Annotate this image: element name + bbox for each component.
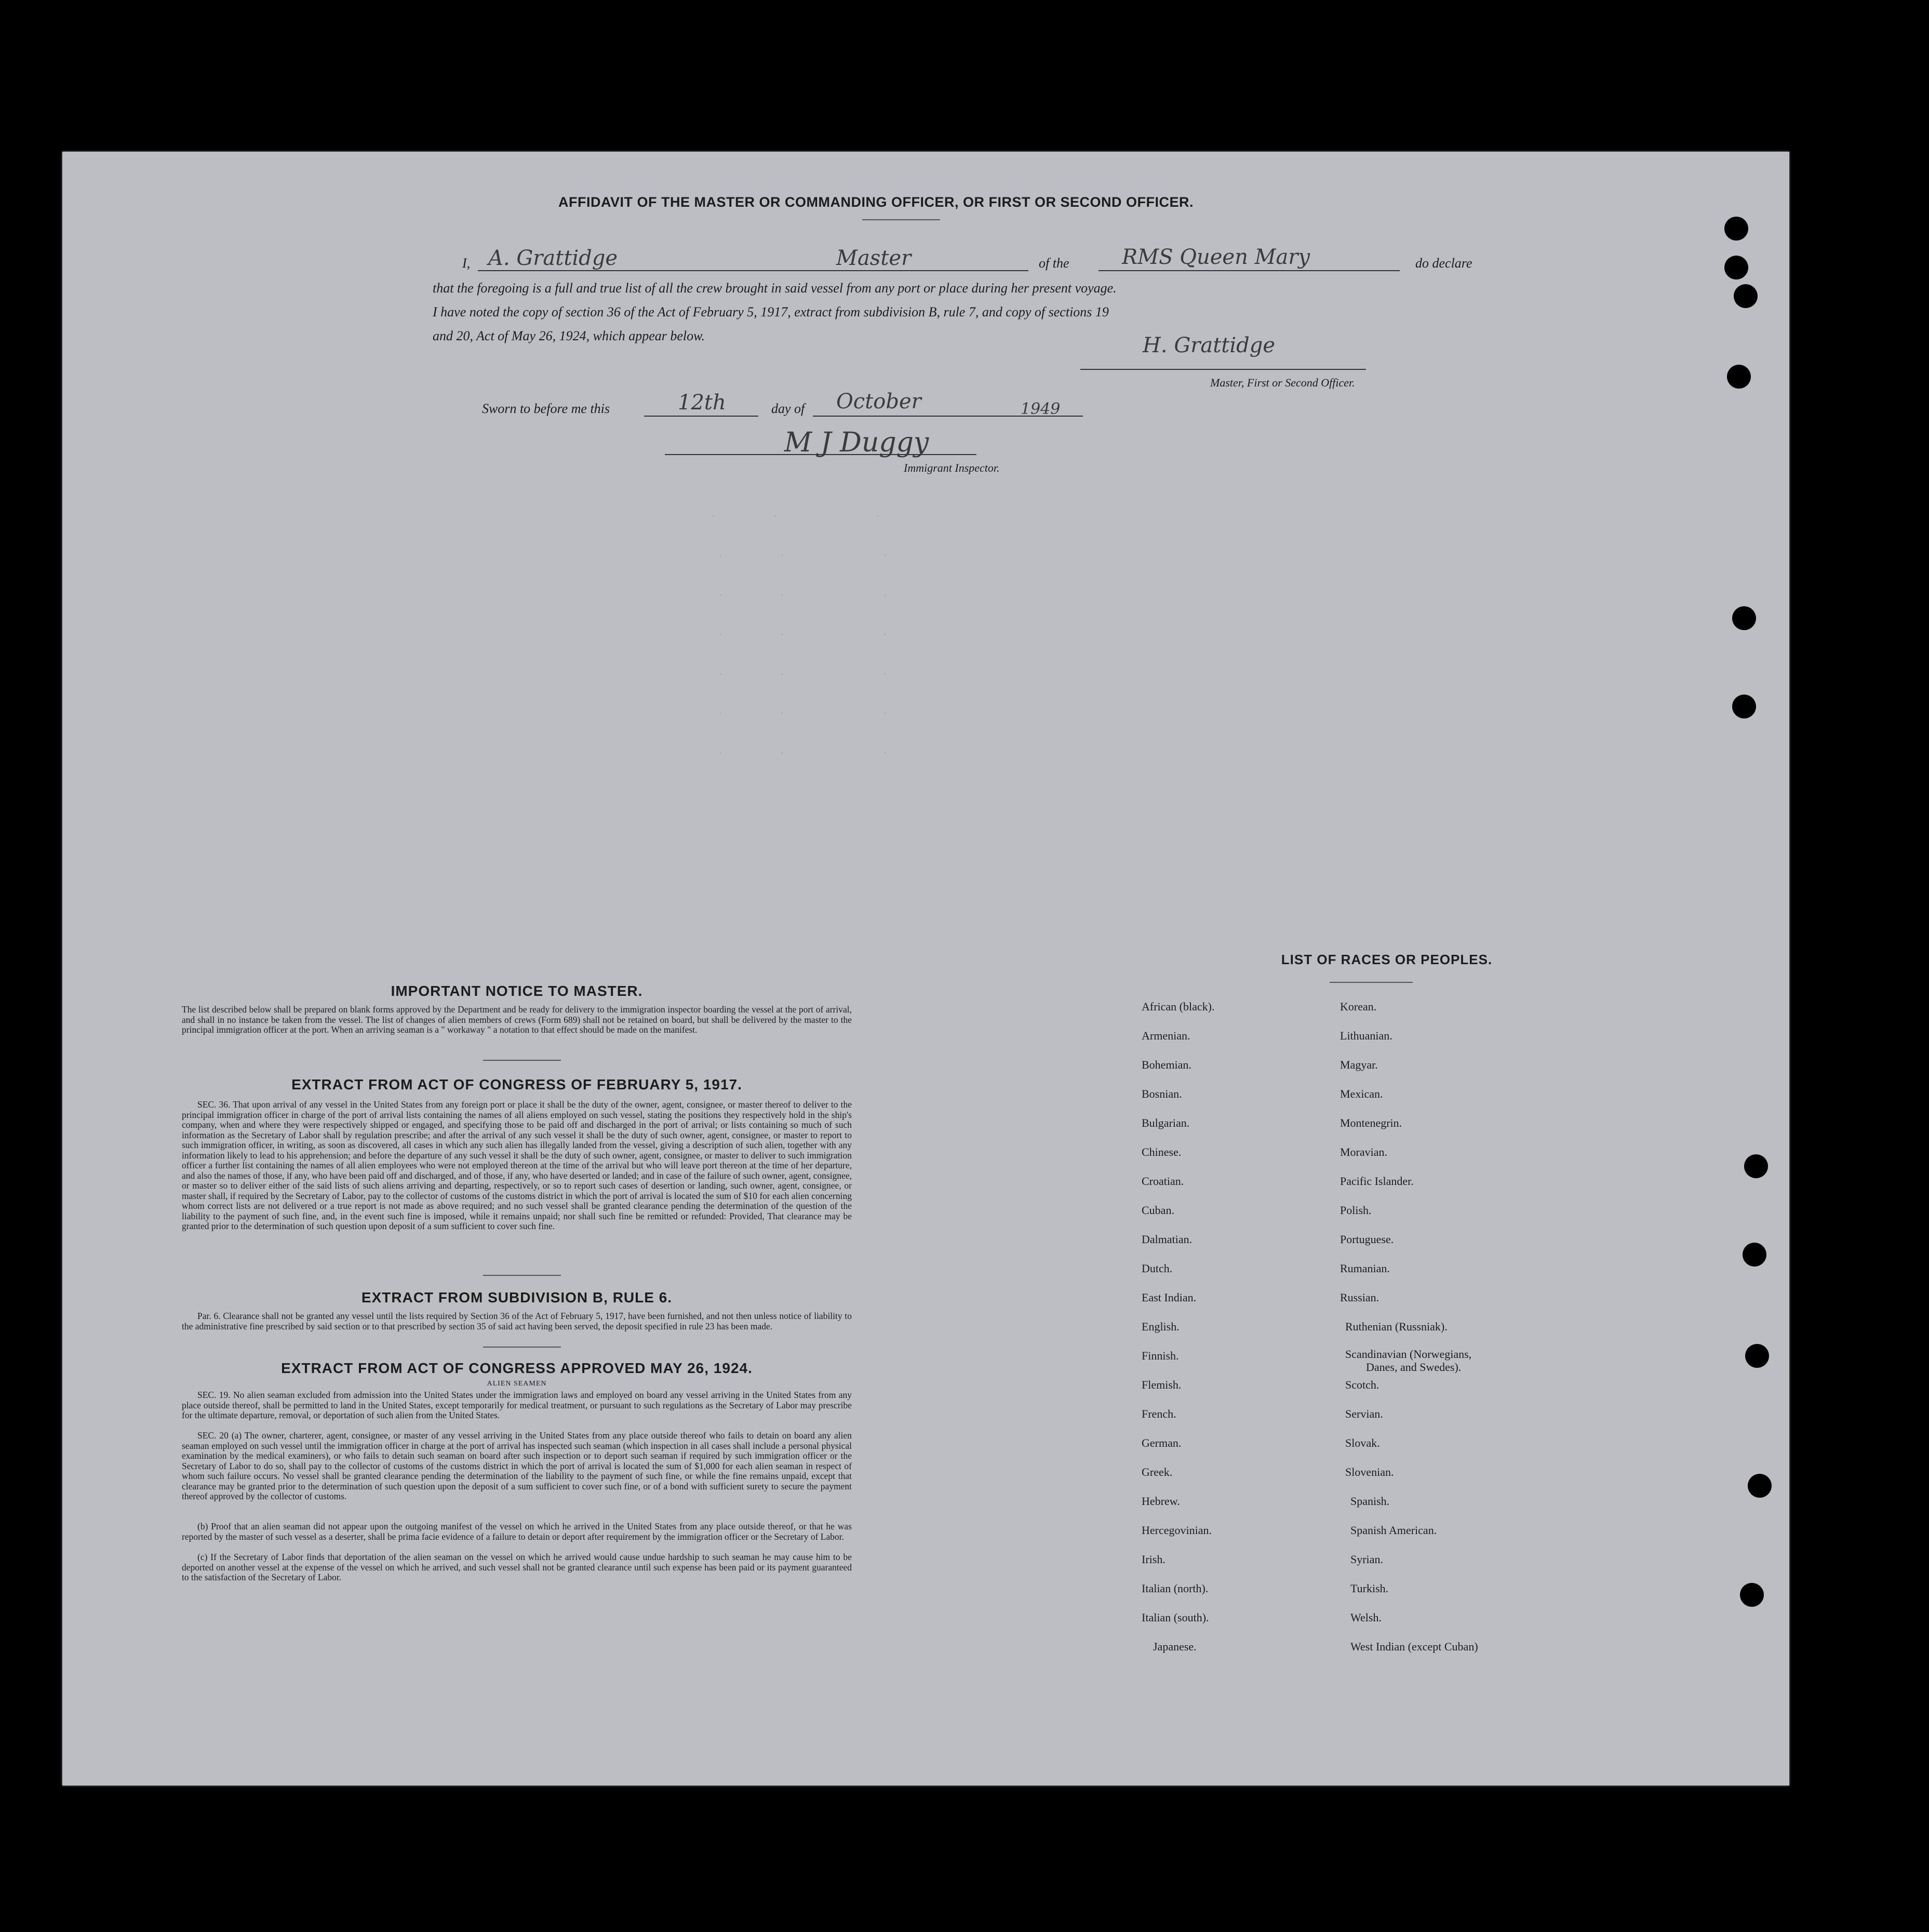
race-item: Hebrew. (1142, 1495, 1180, 1508)
extract-1917-title: EXTRACT FROM ACT OF CONGRESS OF FEBRUARY 5, 1917. (291, 1076, 742, 1092)
punch-hole (1748, 1474, 1772, 1498)
notice-separator (483, 1060, 561, 1061)
race-item: Scandinavian (Norwegians, (1345, 1348, 1472, 1361)
race-item: Pacific Islander. (1340, 1175, 1414, 1188)
races-separator (1330, 982, 1413, 983)
punch-hole (1732, 606, 1756, 630)
punch-hole (1727, 365, 1751, 389)
signature-caption: Master, First or Second Officer. (1210, 376, 1355, 389)
race-item: English. (1142, 1320, 1180, 1333)
do-declare-label: do declare (1415, 256, 1472, 271)
race-item: Servian. (1345, 1407, 1383, 1420)
extract-1924-title: EXTRACT FROM ACT OF CONGRESS APPROVED MAY 26, 1924. (281, 1360, 753, 1376)
affidavit-I: I, (462, 256, 471, 271)
punch-hole (1724, 256, 1748, 279)
race-item: Slovenian. (1345, 1465, 1394, 1478)
punch-hole (1744, 1154, 1768, 1178)
race-item: Korean. (1340, 1000, 1377, 1013)
race-item: Irish. (1142, 1553, 1166, 1566)
race-item: Bohemian. (1142, 1058, 1191, 1071)
race-item: Bosnian. (1142, 1087, 1182, 1100)
race-item: African (black). (1142, 1000, 1215, 1013)
subdivision-b-text: Par. 6. Clearance shall not be granted any vessel until the lists required by Section 36 of the Act of February 5, 1917, have been furnished, and not then unless notice of liability to the administrative fine prescribed by said section or to that prescribed by section 35 of said act having been served, the deposit specified in rule 23 has been made. (182, 1311, 852, 1331)
inspector-signature: M J Duggy (784, 427, 929, 458)
race-item: Lithuanian. (1340, 1029, 1392, 1042)
punch-hole (1740, 1583, 1764, 1607)
extract-1924-sec20c: (c) If the Secretary of Labor finds that deportation of the alien seaman on the vessel on which he arrived would cause undue hardship to such seaman he may cause him to be deported on another vessel at the expense of the vessel on which he arrived, and such vessel shall not be granted clearance until such expense has been paid or its payment guaranteed to the satisfaction of the Secretary of Labor. (182, 1552, 852, 1582)
race-item: Finnish. (1142, 1349, 1179, 1362)
punch-hole (1745, 1344, 1769, 1368)
subdivision-b-separator (483, 1347, 561, 1348)
extract-1917-text: SEC. 36. That upon arrival of any vessel in the United States from any foreign port or place it shall be the duty of the owner, agent, consignee, or master thereof to deliver to the principal immigration officer in charge of the port of arrival lists containing the names of all aliens employed on such vessel, stating the positions they respectively hold in the ship's company, when and where they were respectively shipped or engaged, and specifying those to be paid off and discharged in the port of arrival; or lists containing so much of such information as the Secretary of Labor shall by regulation prescribe; and after the arrival of any such vessel it shall be the duty of such owner, agent, consignee, or master to report to such immigration officer, in writing, as soon as discovered, all cases in which any such alien has illegally landed from the vessel, giving a description of such alien, together with any information likely to lead to his apprehension; and before the departure of any such vessel it shall be the duty of such owner, agent, consignee, or master to deliver to such immigration officer a further list containing the names of all alien employees who were not employed thereon at the time of the arrival but who will leave port thereon at the time of her departure, and also the names of those, if any, who have been paid off and discharged, and of those, if any, who have deserted or landed; and in case of the failure of such owner, agent, consignee, or master so to deliver either of the said lists of such aliens arriving and departing, respectively, or so to report such cases of desertion or landing, such owner, agent, consignee, or master shall, if required by the Secretary of Labor, pay to the collector of customs of the customs district in which the port of arrival is located the sum of $10 for each alien concerning whom correct lists are not delivered or a true report is not made as above required; and no such vessel shall be granted clearance pending the determination of the question of the liability to the payment of such fine, and, in the event such fine is imposed, while it remains unpaid; nor shall such fine be remitted or refunded: Provided, That clearance may be granted prior to the determination of such question upon deposit of a sum sufficient to cover such fine. (182, 1099, 852, 1231)
sworn-prefix: Sworn to before me this (482, 401, 610, 416)
punch-hole (1734, 284, 1758, 308)
vessel-line (1099, 270, 1400, 271)
affidavit-title: AFFIDAVIT OF THE MASTER OR COMMANDING OFFICER, OR FIRST OR SECOND OFFICER. (558, 194, 1194, 210)
extract-1924-sec20a: SEC. 20 (a) The owner, charterer, agent, consignee, or master of any vessel arriving in the United States from any place outside thereof who fails to detain on board any alien seaman employed on such vessel until the immigration officer in charge at the port of arrival has inspected such seaman (which inspection in all cases shall include a personal physical examination by the medical examiners), or who fails to detain such seaman on board after such inspection or to deport such seaman if required by such immigration officer or the Secretary of Labor to do so, shall pay to the collector of customs of the customs district in which the port of arrival is located the sum of $1,000 for each alien seaman in respect of whom such failure occurs. No vessel shall be granted clearance pending the determination of the liability to the payment of such fine, or while the fine remains unpaid, except that clearance may be granted prior to the determination of such question upon the deposit of a sum sufficient to cover such fine, or of a bond with sufficient surety to secure the payment thereof approved by the collector of customs. (182, 1430, 852, 1501)
sworn-year: 1949 (1021, 400, 1061, 418)
inspector-caption: Immigrant Inspector. (904, 461, 1000, 474)
master-signature: H. Grattidge (1143, 334, 1276, 357)
sworn-day-handwritten: 12th (678, 391, 726, 415)
punch-hole (1732, 695, 1756, 718)
notice-title: IMPORTANT NOTICE TO MASTER. (391, 983, 643, 999)
rank-line (706, 270, 1028, 271)
race-item: Spanish American. (1350, 1524, 1437, 1537)
race-item: Japanese. (1153, 1640, 1197, 1653)
document-page (62, 152, 1789, 1786)
signature-line (1080, 369, 1366, 370)
race-item: Slovak. (1345, 1436, 1380, 1449)
day-of-label: day of (771, 401, 805, 416)
race-item: Hercegovinian. (1142, 1524, 1212, 1537)
race-item: Rumanian. (1340, 1262, 1390, 1275)
race-item: Welsh. (1350, 1611, 1382, 1624)
race-item: Armenian. (1142, 1029, 1190, 1042)
race-item: Chinese. (1142, 1145, 1182, 1158)
race-item: Mexican. (1340, 1087, 1383, 1100)
races-title: LIST OF RACES OR PEOPLES. (1281, 952, 1493, 967)
title-separator (862, 219, 940, 220)
race-item: Dutch. (1142, 1262, 1173, 1275)
race-item: Portuguese. (1340, 1233, 1394, 1246)
race-item: Scotch. (1345, 1378, 1379, 1391)
punch-hole (1724, 217, 1748, 241)
race-item: Polish. (1340, 1204, 1372, 1217)
race-item: Bulgarian. (1142, 1116, 1190, 1129)
race-item: Montenegrin. (1340, 1116, 1402, 1129)
sworn-day-line (644, 416, 758, 417)
name-line (478, 270, 706, 271)
race-item-continuation: Danes, and Swedes). (1366, 1361, 1462, 1374)
notice-text: The list described below shall be prepared on blank forms approved by the Department and be ready for delivery to the immigration inspector boarding the vessel at the port of arrival, and shall in no instance be taken from the vessel. The list of changes of alien members of crews (Form 689) shall not be retained on board, but shall be delivered by the master to the principal immigration officer at the port. When an arriving seaman is a " workaway " a notation to that effect should be made on the manifest. (182, 1004, 852, 1035)
race-item: Croatian. (1142, 1175, 1184, 1188)
race-item: Russian. (1340, 1291, 1379, 1304)
alien-seamen-subtitle: ALIEN SEAMEN (487, 1380, 547, 1388)
race-item: Syrian. (1350, 1553, 1383, 1566)
race-item: Greek. (1142, 1465, 1173, 1478)
race-item: Italian (north). (1142, 1582, 1209, 1595)
of-the-label: of the (1039, 256, 1069, 271)
race-item: German. (1142, 1436, 1182, 1449)
race-item: French. (1142, 1407, 1176, 1420)
race-item: Moravian. (1340, 1145, 1388, 1158)
inspector-line (665, 454, 976, 455)
race-item: Flemish. (1142, 1378, 1182, 1391)
subdivision-b-title: EXTRACT FROM SUBDIVISION B, RULE 6. (361, 1289, 673, 1305)
bleed-through-text: . . . . . . . . . . . . . . . . . . . . . (710, 508, 889, 757)
affidavit-line-2: that the foregoing is a full and true list of all the crew brought in said vessel from any port or place during her present voyage. (433, 281, 1117, 296)
punch-hole (1743, 1243, 1766, 1267)
race-item: East Indian. (1142, 1291, 1197, 1304)
race-item: Turkish. (1350, 1582, 1389, 1595)
race-item: Spanish. (1350, 1495, 1390, 1508)
affidavit-line-3: I have noted the copy of section 36 of the Act of February 5, 1917, extract from subdivision B, rule 7, and copy of sections 19 (433, 304, 1109, 319)
master-name-handwritten: A. Grattidge (488, 246, 618, 270)
race-item: Ruthenian (Russniak). (1345, 1320, 1448, 1333)
extract-1924-sec20b: (b) Proof that an alien seaman did not appear upon the outgoing manifest of the vessel on which he arrived in the United States from any place outside thereof, or that he was reported by the master of such vessel as a deserter, shall be prima facie evidence of a failure to detain or deport after requirement by the immigration officer or the Secretary of Labor. (182, 1521, 852, 1542)
extract-1917-separator (483, 1275, 561, 1276)
rank-handwritten: Master (836, 246, 912, 270)
race-item: Dalmatian. (1142, 1233, 1193, 1246)
race-item: Italian (south). (1142, 1611, 1209, 1624)
race-item: West Indian (except Cuban) (1350, 1640, 1478, 1653)
affidavit-line-4: and 20, Act of May 26, 1924, which appear below. (433, 328, 705, 343)
vessel-name-handwritten: RMS Queen Mary (1122, 245, 1310, 269)
race-item: Magyar. (1340, 1058, 1378, 1071)
extract-1924-sec19: SEC. 19. No alien seaman excluded from admission into the United States under the immigration laws and employed on board any vessel arriving in the United States from any place outside thereof, shall be permitted to land in the United States, except temporarily for medical treatment, or pursuant to such regulations as the Secretary of Labor may prescribe for the ultimate departure, removal, or deportation of such alien from the United States. (182, 1390, 852, 1420)
race-item: Cuban. (1142, 1204, 1174, 1217)
sworn-month-handwritten: October (836, 390, 921, 414)
